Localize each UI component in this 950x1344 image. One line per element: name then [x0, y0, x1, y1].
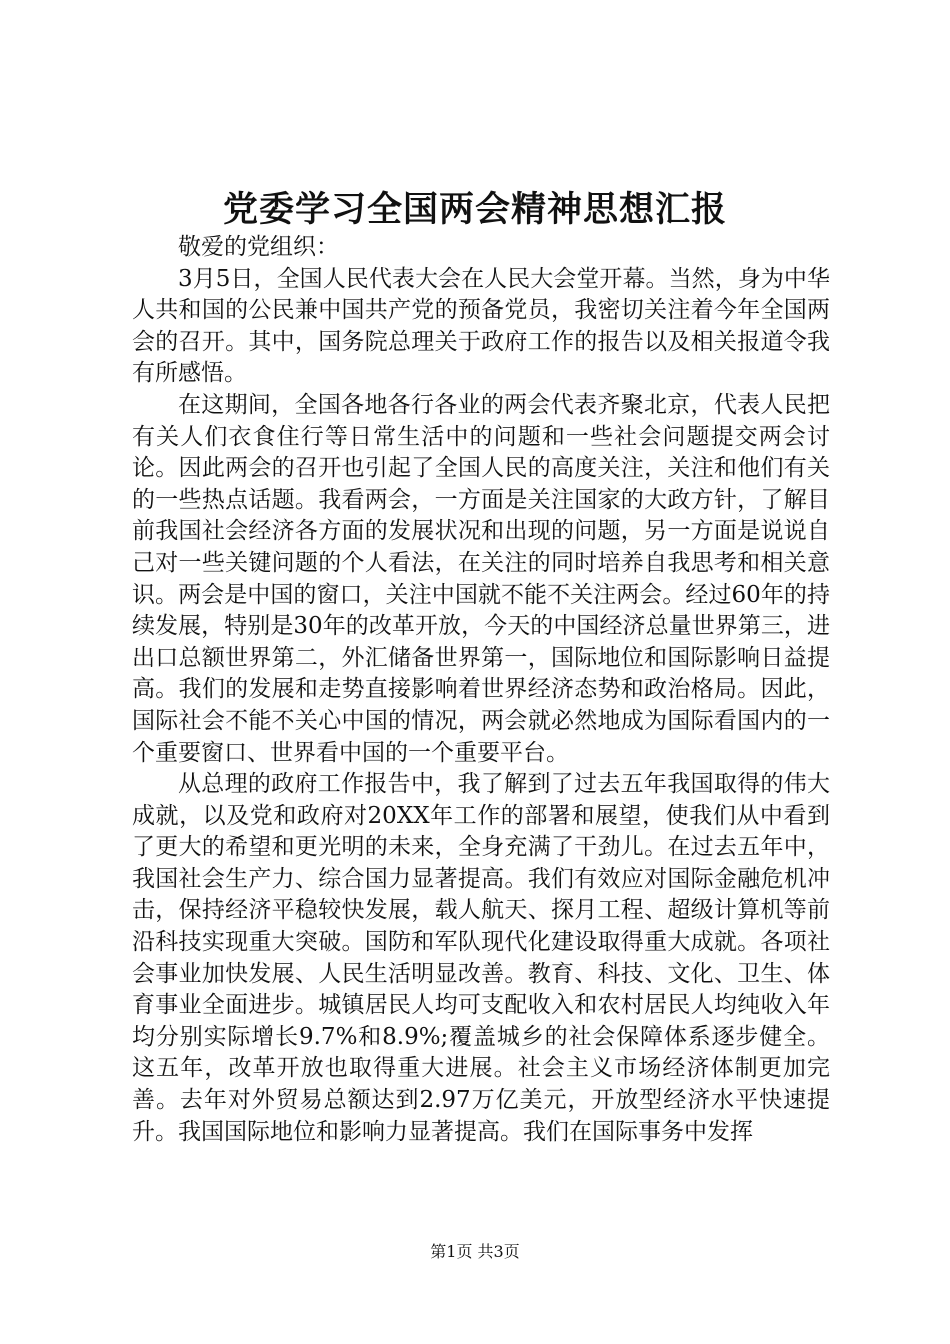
- page-footer: 第1页 共3页: [430, 1242, 520, 1261]
- document-body: [132, 232, 830, 1148]
- salutation: 敬爱的党组织：: [178, 234, 339, 260]
- paragraph: 3月5日，全国人民代表大会在人民大会堂开幕。当然，身为中华人共和国的公民兼中国共产党的预备党员，我密切关注着今年全国两会的召开。其中，国务院总理关于政府工作的报告以及相关报道令我有所感悟。: [132, 265, 830, 387]
- paragraph: 从总理的政府工作报告中，我了解到了过去五年我国取得的伟大成就，以及党和政府对20XX年工作的部署和展望，使我们从中看到了更大的希望和更光明的未来，全身充满了干劲儿。在过去五年中，我国社会生产力、综合国力显著提高。我们有效应对国际金融危机冲击，保持经济平稳较快发展，载人航天、探月工程、超级计算机等前沿科技实现重大突破。国防和军队现代化建设取得重大成就。各项社会事业加快发展、人民生活明显改善。教育、科技、文化、卫生、体育事业全面进步。城镇居民人均可支配收入和农村居民人均纯收入年均分别实际增长9.7%和8.9%;覆盖城乡的社会保障体系逐步健全。这五年，改革开放也取得重大进展。社会主义市场经济体制更加完善。去年对外贸易总额达到2.97万亿美元，开放型经济水平快速提升。我国国际地位和影响力显著提高。我们在国际事务中发挥: [132, 771, 830, 1145]
- document-title: 党委学习全国两会精神思想汇报: [222, 190, 727, 230]
- paragraph: 在这期间，全国各地各行各业的两会代表齐聚北京，代表人民把有关人们衣食住行等日常生活中的问题和一些社会问题提交两会讨论。因此两会的召开也引起了全国人民的高度关注，关注和他们有关的一些热点话题。我看两会，一方面是关注国家的大政方针，了解目前我国社会经济各方面的发展状况和出现的问题，另一方面是说说自己对一些关键问题的个人看法，在关注的同时培养自我思考和相关意识。两会是中国的窗口，关注中国就不能不关注两会。经过60年的持续发展，特别是30年的改革开放，今天的中国经济总量世界第三，进出口总额世界第二，外汇储备世界第一，国际地位和国际影响日益提高。我们的发展和走势直接影响着世界经济态势和政治格局。因此，国际社会不能不关心中国的情况，两会就必然地成为国际看国内的一个重要窗口、世界看中国的一个重要平台。: [132, 391, 830, 766]
